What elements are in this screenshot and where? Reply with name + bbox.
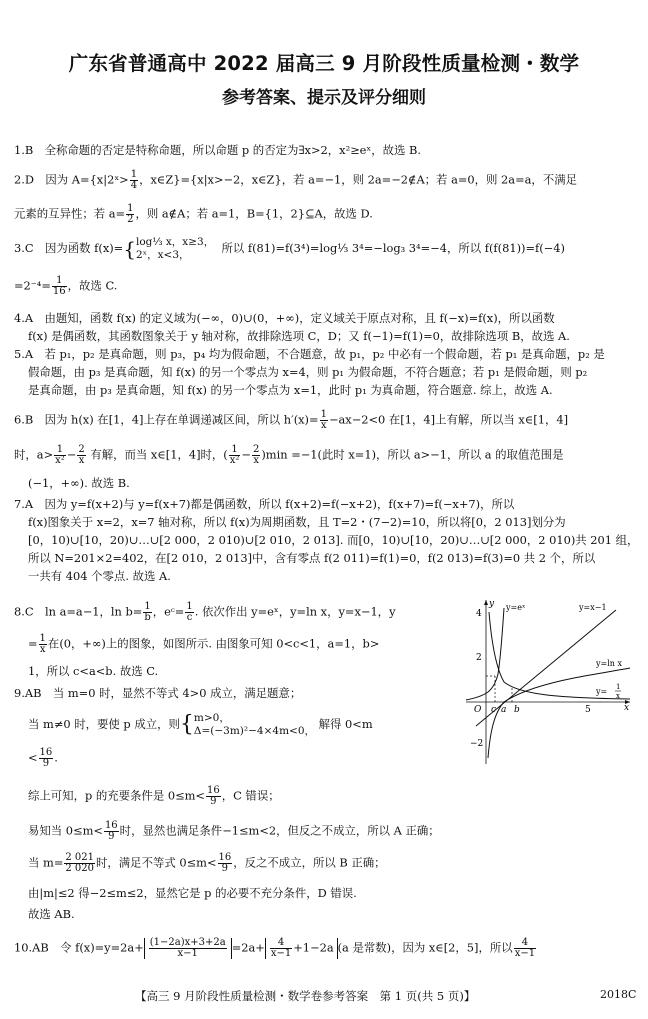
answer-9-line-2: 当 m≠0 时，要使 p 成立，则{ m>0， Δ=(−3m)²−4×4m<0， 解得 0<m xyxy=(28,712,373,737)
piecewise-function: log⅓ x，x≥3， 2ˣ，x<3， xyxy=(135,236,215,261)
answer-9-line-5: 易知当 0≤m< $\frac{16}{9}$ 时，显然也满足条件−1≤m<2，但反之不成立，所以 A 正确； xyxy=(28,820,440,842)
label-exp: y=eˣ xyxy=(506,603,526,612)
label-inverse: y= xyxy=(596,687,608,696)
answer-7-line-1: 7.A 因为 y=f(x+2)与 y=f(x+7)都是偶函数，所以 f(x+2)=f(−x+2)，f(x+7)=f(−x+7)，所以 xyxy=(14,497,515,511)
answer-1: 1.B 全称命题的否定是特称命题，所以命题 p 的否定为∃x>2，x²≥eˣ，故选 B. xyxy=(14,143,422,157)
inequality-system: m>0， Δ=(−3m)²−4×4m<0， xyxy=(193,712,315,737)
fraction: $\frac{2}{x}$ xyxy=(78,444,85,466)
answer-6-line-2: 时，a> $\frac{1}{\text{x²}}$ − $\frac{2}{x}$ 有解，而当 x∈[1，4]时，( $\frac{1}{\text{x²}}$ − $\frac{2}{x}$ )min =−1(此时 x=1)，所以 a>−1，所以 a 的取值范围是 xyxy=(14,444,564,466)
fraction: $\frac{2}{x}$ xyxy=(252,444,260,466)
answer-2-line-2: 元素的互异性；若 a= $\frac{1}{2}$ ，则 a∉A；若 a=1，B={1，2}⊆A，故选 D. xyxy=(14,203,373,225)
fraction: $\frac{16}{9}$ xyxy=(218,852,232,874)
answer-8-line-3: 1，所以 c<a<b. 故选 C. xyxy=(28,664,159,678)
answer-3-line-2: =2⁻⁴= $\frac{1}{16}$ ，故选 C. xyxy=(14,275,118,297)
function-graph xyxy=(464,598,634,768)
fraction: $\frac{1}{2}$ xyxy=(127,203,134,225)
fraction: $\frac{1}{16}$ xyxy=(52,275,66,297)
answer-5-line-1: 5.A 若 p₁，p₂ 是真命题，则 p₃，p₄ 均为假命题，不合题意，故 p₁，p₂ 中必有一个假命题，若 p₁ 是真命题，p₂ 是 xyxy=(14,347,605,361)
label-inverse-denominator: x xyxy=(616,692,620,700)
fraction: $\frac{16}{9}$ xyxy=(39,747,53,769)
answer-3-line-1: 3.C 因为函数 f(x)={ log⅓ x，x≥3， 2ˣ，x<3， 所以 f(81)=f(3⁴)=log⅓ 3⁴=−log₃ 3⁴=−4，所以 f(f(81))=f(−4) xyxy=(14,236,565,261)
answer-4-line-1: 4.A 由题知，函数 f(x) 的定义域为(−∞，0)∪(0，+∞)，定义域关于原点对称，且 f(−x)=f(x)，所以函数 xyxy=(14,311,555,325)
tick-y-2: 2 xyxy=(476,653,482,663)
answer-7-line-5: 一共有 404 个零点. 故选 A. xyxy=(28,569,171,583)
label-ln: y=ln x xyxy=(596,659,622,668)
fraction: $\frac{1}{\text{x²}}$ xyxy=(55,444,65,466)
answer-5-line-3: 是真命题，由 p₃ 是真命题，知 f(x) 的另一个零点为 x=1，此时 p₁ 为真命题，符合题意. 综上，故选 A. xyxy=(28,383,553,397)
answer-9-line-6: 当 m= $\frac{2 021}{2 020}$ 时，满足不等式 0≤m< $\frac{16}{9}$ ，反之不成立，所以 B 正确； xyxy=(28,852,386,874)
curve-inverse xyxy=(489,612,630,699)
x-axis-label: x xyxy=(624,703,630,713)
fraction: $\frac{1}{c}$ xyxy=(186,601,193,623)
fraction: $\frac{1}{4}$ xyxy=(130,169,138,191)
answer-5-line-2: 假命题，由 p₃ 是真命题，知 f(x) 的另一个零点为 x=4，则 p₁ 为假命题，不符合题意；若 p₁ 是假命题，则 p₂ xyxy=(28,365,588,379)
y-axis-label: y xyxy=(489,599,495,609)
document-code: 2018C xyxy=(600,988,637,1001)
answer-4-line-2: f(x) 是偶函数，其函数图象关于 y 轴对称，故排除选项 C，D；又 f(−1)=f(1)=0，故排除选项 B，故选 A. xyxy=(28,329,570,343)
answer-2-line-1: 2.D 因为 A={x|2ˣ> $\frac{1}{4}$ ，x∈Z}={x|x>−2，x∈Z}，若 a=−1，则 2a=−2∉A；若 a=0，则 2a=a，不满足 xyxy=(14,169,577,191)
answer-9-line-7: 由|m|≤2 得−2≤m≤2，显然它是 p 的必要不充分条件，D 错误. xyxy=(28,886,357,900)
page-subtitle: 参考答案、提示及评分细则 xyxy=(222,88,426,108)
fraction: $\frac{16}{9}$ xyxy=(104,820,118,842)
curve-ln xyxy=(488,668,630,758)
tick-x-5: 5 xyxy=(585,705,591,715)
answer-8-line-1: 8.C ln a=a−1，ln b= $\frac{1}{b}$ ，eᶜ= $\frac{1}{c}$ . 依次作出 y=eˣ，y=ln x，y=x−1，y xyxy=(14,601,396,623)
fraction: $\frac{1}{x}$ xyxy=(320,409,327,431)
point-a-label: a xyxy=(501,705,507,715)
answer-7-line-4: 所以 N=201×2=402，在[2 010，2 013]中，含有零点 f(2 011)=f(1)=0，f(2 013)=f(3)=0 共 2 个，所以 xyxy=(28,551,596,565)
answer-6-line-3: (−1，+∞). 故选 B. xyxy=(28,476,130,490)
tick-y-4: 4 xyxy=(476,609,482,619)
answer-10-line-1: 10.AB 令 f(x)=y=2a+ $\frac{(1-2a)x+3+2a}{x-1}$ =2a+ $\frac{4}{x-1}$ +1−2a (a 是常数)，因为 x∈[2，5]，所以 $\frac{4}{x-1}$ xyxy=(14,937,536,959)
label-inverse-numerator: 1 xyxy=(616,683,621,691)
origin-label: O xyxy=(474,705,482,715)
answer-9-line-4: 综上可知，p 的充要条件是 0≤m< $\frac{16}{9}$ ，C 错误； xyxy=(28,785,280,807)
fraction: $\frac{16}{9}$ xyxy=(206,785,220,807)
fraction: $\frac{1}{\text{x²}}$ xyxy=(229,444,240,466)
answer-9-line-3: < $\frac{16}{9}$ . xyxy=(28,747,58,769)
line-x-minus-1 xyxy=(476,610,616,726)
tick-y-neg2: −2 xyxy=(470,739,484,749)
fraction: $\frac{1}{x}$ xyxy=(39,633,46,655)
answer-6-line-1: 6.B 因为 h(x) 在[1，4]上存在单调递减区间，所以 h′(x)= $\frac{1}{x}$ −ax−2<0 在[1，4]上有解，所以当 x∈[1，4] xyxy=(14,409,569,431)
fraction: $\frac{4}{x-1}$ xyxy=(514,937,536,959)
answer-8-line-2: = $\frac{1}{x}$ 在(0，+∞)上的图象，如图所示. 由图象可知 0<c<1，a=1，b> xyxy=(28,633,380,655)
fraction: $\frac{1}{b}$ xyxy=(144,601,151,623)
answer-7-line-3: [0，10)∪[10，20)∪…∪[2 000，2 010)∪[2 010，2 013]. 而[0，10)∪[10，20)∪…∪[2 000，2 010)共 201 组， xyxy=(28,533,639,547)
y-axis-arrow-icon xyxy=(484,600,488,605)
fraction: $\frac{2 021}{2 020}$ xyxy=(65,852,94,874)
absolute-value: $\frac{4}{x-1}$ +1−2a xyxy=(265,938,338,959)
point-c-label: c xyxy=(491,705,497,715)
answer-9-line-1: 9.AB 当 m=0 时，显然不等式 4>0 成立，满足题意； xyxy=(14,686,302,700)
curve-exp xyxy=(466,608,504,700)
absolute-value: $\frac{(1-2a)x+3+2a}{x-1}$ xyxy=(144,938,232,959)
answer-7-line-2: f(x)图象关于 x=2，x=7 轴对称，所以 f(x)为周期函数，且 T=2・(7−2)=10，所以将[0，2 013]划分为 xyxy=(28,515,566,529)
label-x-minus-1: y=x−1 xyxy=(579,603,607,612)
page-title: 广东省普通高中 2022 届高三 9 月阶段性质量检测・数学 xyxy=(68,52,580,75)
point-b-label: b xyxy=(514,705,520,715)
answer-9-line-8: 故选 AB. xyxy=(28,907,75,921)
page-footer: 【高三 9 月阶段性质量检测・数学卷参考答案 第 1 页(共 5 页)】 xyxy=(135,989,476,1003)
